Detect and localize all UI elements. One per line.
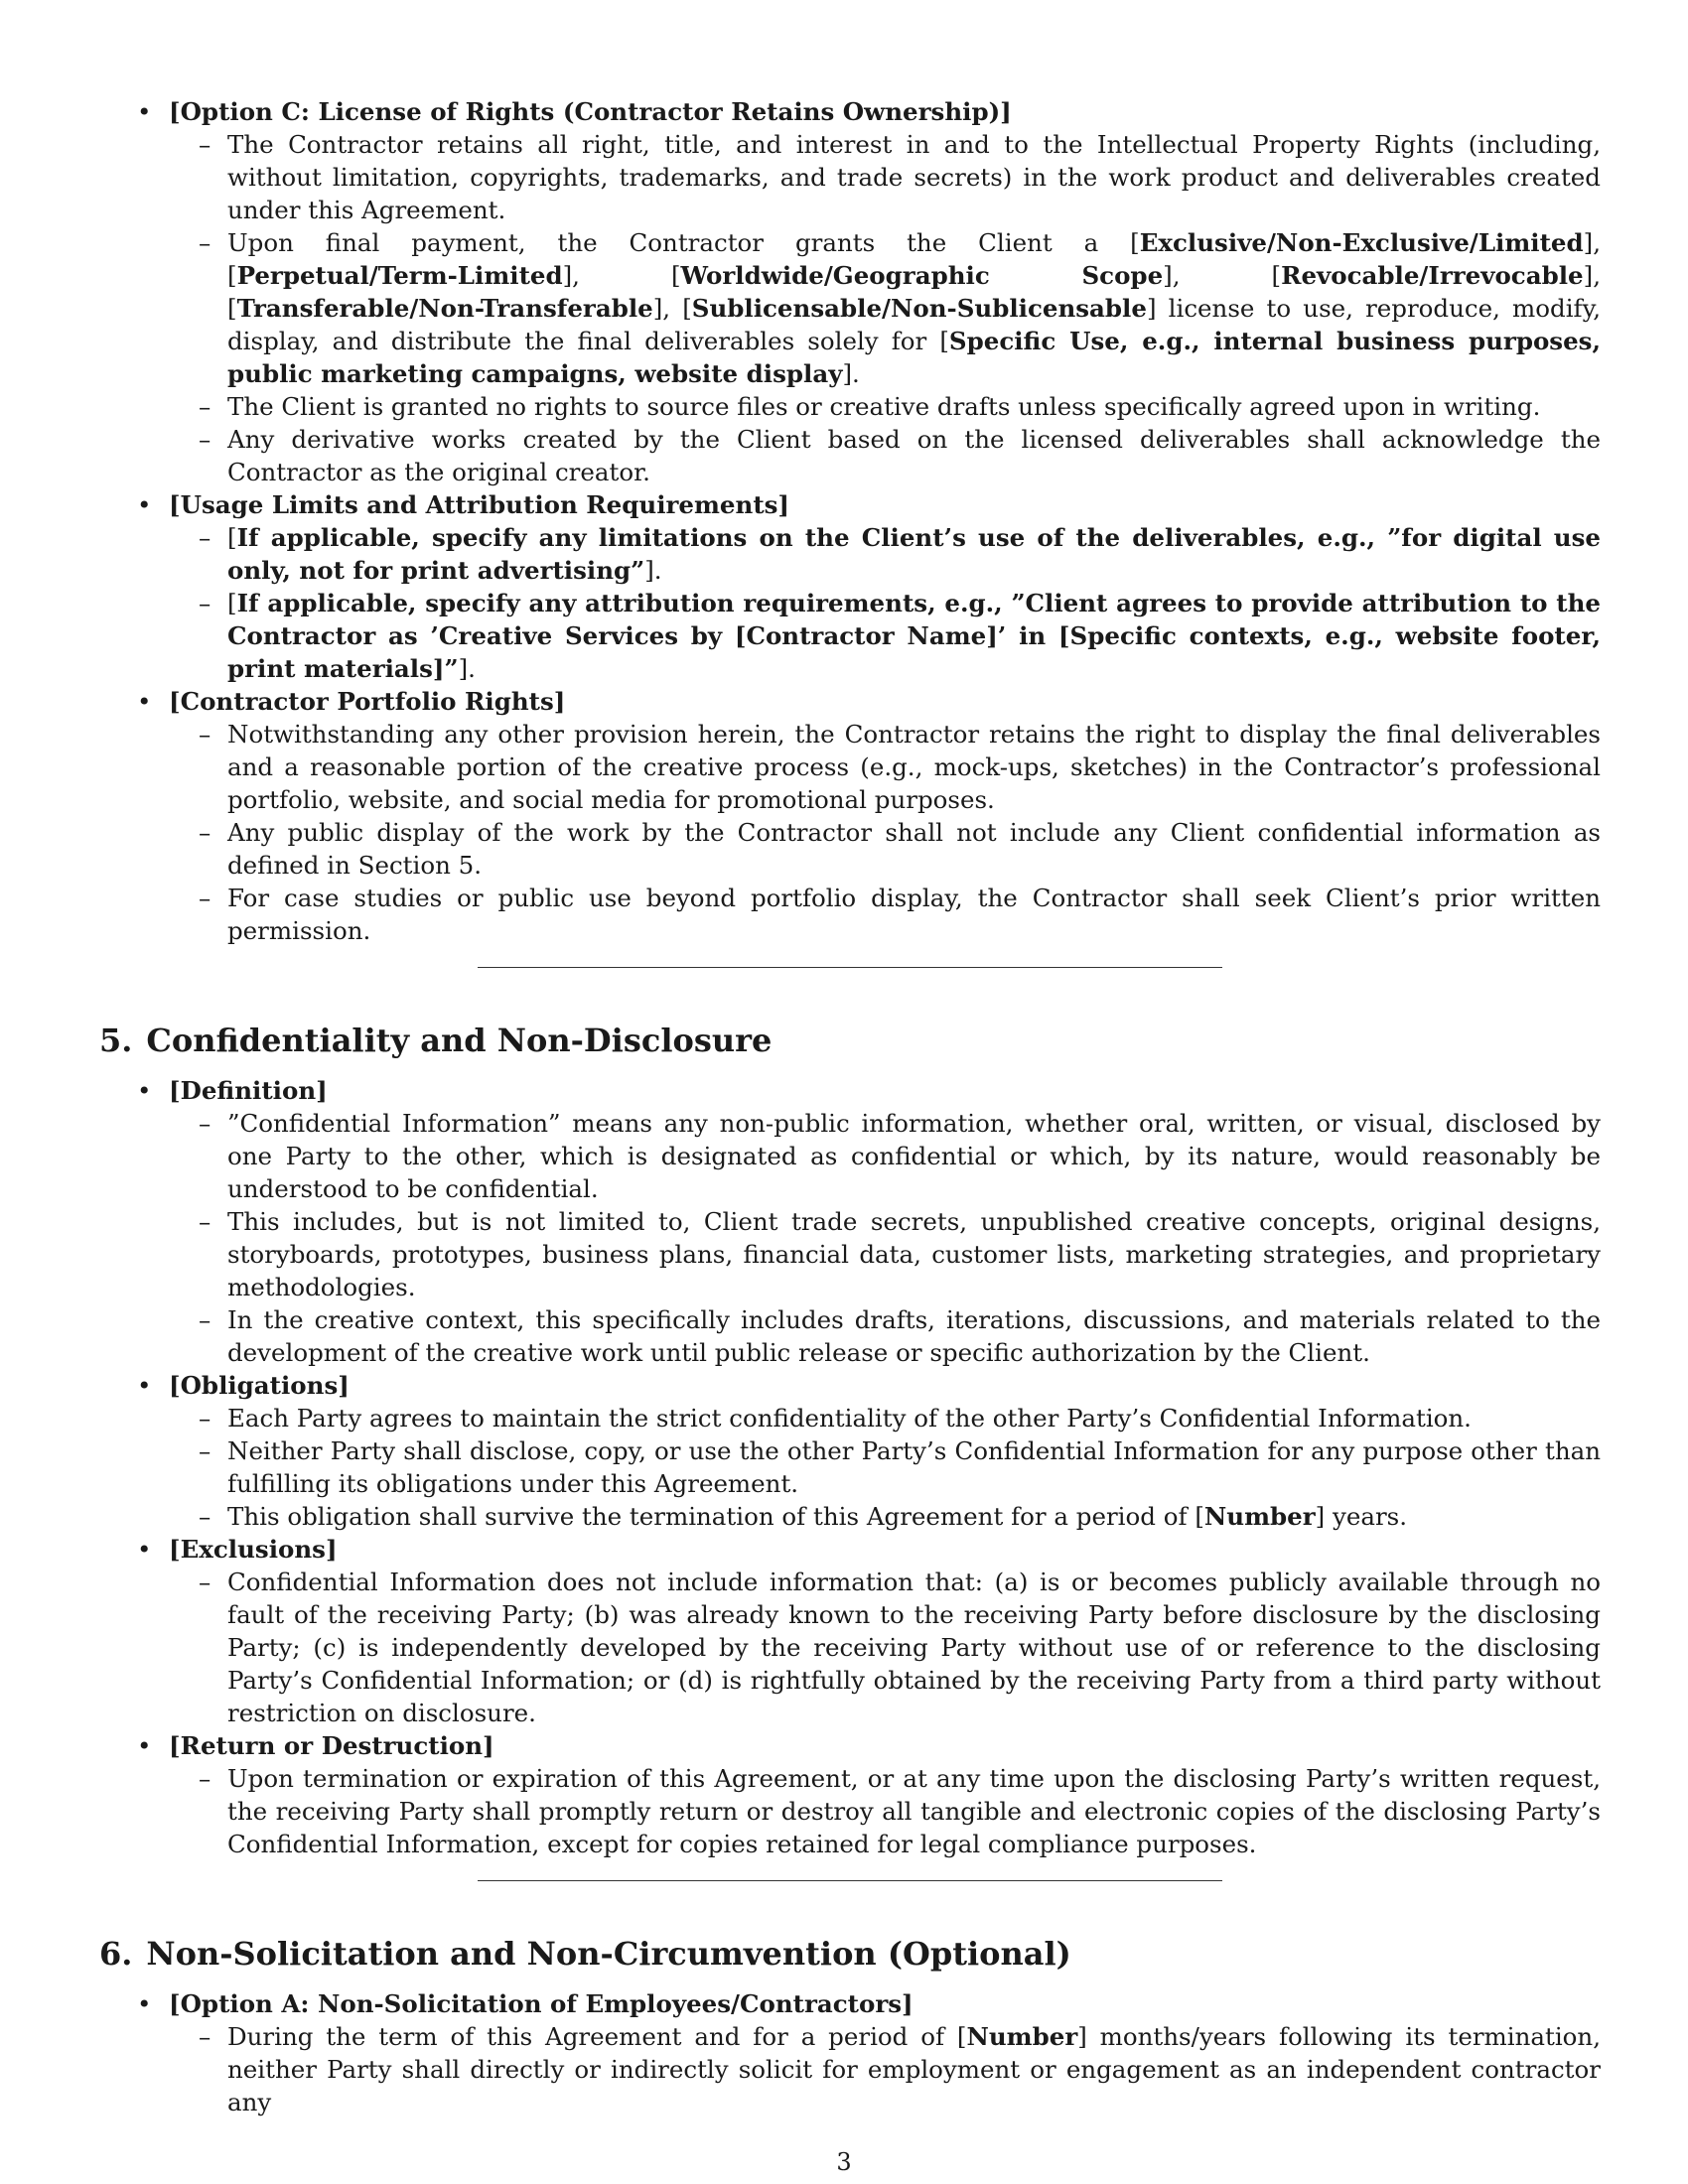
document-body: [99, 95, 1601, 2118]
exclusions-clause: [99, 1533, 1601, 1729]
option-c-license: [99, 95, 1601, 488]
section-5-list: [99, 1074, 1601, 1860]
list-item: – Each Party agrees to maintain the strict confidentiality of the other Party’s Confidential Information.: [169, 1402, 1601, 1434]
usage-limits: [99, 488, 1601, 685]
definition-clause: [99, 1074, 1601, 1369]
list-item: – The Contractor retains all right, title, and interest in and to the Intellectual Property Rights (including, without limitation, copyrights, trademarks, and trade secrets) in the work product and deliverables created under this Agreement.: [169, 128, 1601, 226]
list-item: – Notwithstanding any other provision herein, the Contractor retains the right to display the final deliverables and a reasonable portion of the creative process (e.g., mock-ups, sketches) in the Contractor’s professional portfolio, website, and social media for promotional purposes.: [169, 718, 1601, 816]
return-heading: [Return or Destruction]: [169, 1731, 494, 1760]
list-item: – ”Confidential Information” means any non-public information, whether oral, written, or visual, disclosed by one Party to the other, which is designated as confidential or which, by its nature, would reasonably be understood to be confidential.: [169, 1107, 1601, 1205]
list-item: – Any public display of the work by the Contractor shall not include any Client confidential information as defined in Section 5.: [169, 816, 1601, 882]
option-c-items: [169, 128, 1601, 488]
portfolio-rights: [99, 685, 1601, 947]
ip-options-list: [99, 95, 1601, 947]
usage-items: [169, 521, 1601, 685]
list-item: – Confidential Information does not include information that: (a) is or becomes publicly available through no fault of the receiving Party; (b) was already known to the receiving Party before disclosure by the disclosing Party; (c) is independently developed by the receiving Party without use of or reference to the disclosing Party’s Confidential Information; or (d) is rightfully obtained by the receiving Party from a third party without restriction on disclosure.: [169, 1566, 1601, 1729]
obligations-heading: [Obligations]: [169, 1371, 350, 1400]
portfolio-heading: [Contractor Portfolio Rights]: [169, 687, 566, 716]
list-item: – [If applicable, specify any attribution requirements, e.g., ”Client agrees to provide attribution to the Contractor as ’Creative Services by [Contractor Name]’ in [Specific contexts, e.g., website footer, print materials]”].: [169, 587, 1601, 685]
option-c-heading: [Option C: License of Rights (Contractor Retains Ownership)]: [169, 97, 1012, 126]
list-item: – In the creative context, this specifically includes drafts, iterations, discussions, and materials related to the development of the creative work until public release or specific authorization by the Client.: [169, 1303, 1601, 1369]
section-divider: [478, 967, 1222, 968]
section-6-heading: 6. Non-Solicitation and Non-Circumvention (Optional): [99, 1935, 1071, 1973]
definition-heading: [Definition]: [169, 1076, 328, 1105]
list-item: – Upon termination or expiration of this Agreement, or at any time upon the disclosing Party’s written request, the receiving Party shall promptly return or destroy all tangible and electronic copies of the disclosing Party’s Confidential Information, except for copies retained for legal compliance purposes.: [169, 1762, 1601, 1860]
usage-heading: [Usage Limits and Attribution Requirements]: [169, 490, 790, 519]
portfolio-items: [169, 718, 1601, 947]
list-item: – This includes, but is not limited to, Client trade secrets, unpublished creative concepts, original designs, storyboards, prototypes, business plans, financial data, customer lists, marketing strategies, and proprietary methodologies.: [169, 1205, 1601, 1303]
list-item: – This obligation shall survive the termination of this Agreement for a period of [Number] years.: [169, 1500, 1601, 1533]
option-a-non-solicitation: [99, 1987, 1601, 2118]
option-a-heading: [Option A: Non-Solicitation of Employees/Contractors]: [169, 1989, 914, 2018]
list-item: – For case studies or public use beyond portfolio display, the Contractor shall seek Client’s prior written permission.: [169, 882, 1601, 947]
section-5-heading: 5. Confidentiality and Non-Disclosure: [99, 1022, 773, 1059]
list-item: – During the term of this Agreement and for a period of [Number] months/years following its termination, neither Party shall directly or indirectly solicit for employment or engagement as an independent contractor any: [169, 2020, 1601, 2118]
section-divider: [478, 1880, 1222, 1881]
exclusions-heading: [Exclusions]: [169, 1535, 338, 1564]
page-number: 3: [836, 2148, 852, 2176]
obligations-clause: [99, 1369, 1601, 1533]
list-item: – The Client is granted no rights to source files or creative drafts unless specifically agreed upon in writing.: [169, 390, 1601, 423]
document-page: [99, 95, 1601, 2160]
list-item: – Neither Party shall disclose, copy, or use the other Party’s Confidential Information for any purpose other than fulfilling its obligations under this Agreement.: [169, 1434, 1601, 1500]
section-6-list: [99, 1987, 1601, 2118]
list-item: – [If applicable, specify any limitations on the Client’s use of the deliverables, e.g., ”for digital use only, not for print advertising”].: [169, 521, 1601, 587]
license-grant-item: – Upon final payment, the Contractor grants the Client a [Exclusive/Non-Exclusive/Limited], [Perpetual/Term-Limited], [Worldwide/Geographic Scope], [Revocable/Irrevocable], [Transferable/Non-Transferable], [Sublicensable/Non-Sublicensable] license to use, reproduce, modify, display, and distribute the final deliverables solely for [Specific Use, e.g., internal business purposes, public marketing campaigns, website display].: [169, 226, 1601, 390]
list-item: – Any derivative works created by the Client based on the licensed deliverables shall acknowledge the Contractor as the original creator.: [169, 423, 1601, 488]
return-clause: [99, 1729, 1601, 1860]
